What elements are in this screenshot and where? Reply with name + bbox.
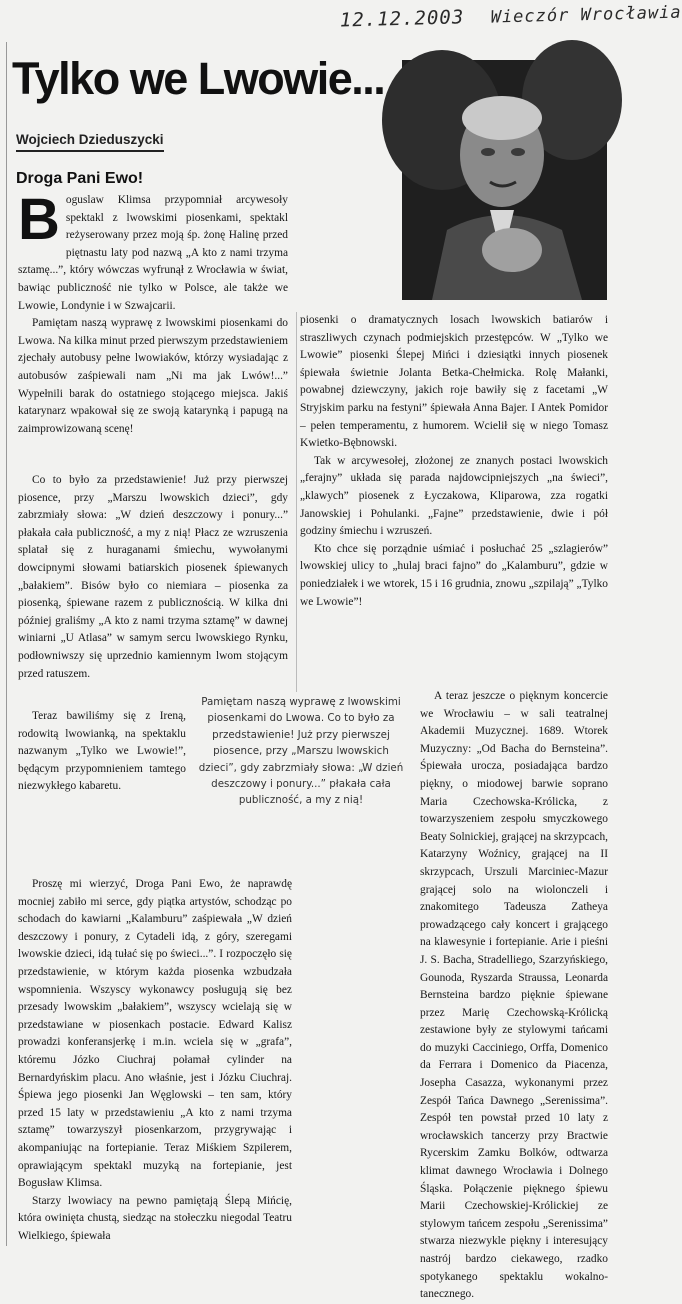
article-column-left-top bbox=[18, 187, 288, 438]
article-column-left-bottom bbox=[18, 876, 292, 1245]
handwritten-note bbox=[339, 2, 682, 43]
article-headline: Tylko we Lwowie... bbox=[12, 53, 385, 104]
article-salutation: Droga Pani Ewo! bbox=[16, 170, 144, 187]
paragraph-7: piosenki o dramatycznych losach lwowskich batiarów i straszliwych czynach podmiejskich przestępców. W „Tylko we Lwowie” piosenki Ślepej Mińci i dziesiątki innych piosenek śpiewała świetnie Jolanta Betka-Chełmicka. Rolę Małanki, powabnej dziewczyny, jakich roje bawiły się z facetami „W Stryjskim parku na festyni” śpiewała Anna Bajer. I Antek Pomidor – pełen temperamentu, z humorem. Wcielił się w niego Tomasz Kwietko-Bębnowski. bbox=[300, 314, 608, 450]
pull-quote: Pamiętam naszą wyprawę z lwowskimi piosenkami do Lwowa. Co to było za przedstawienie! Już przy pierwszej piosence, przy „Marszu lwowskich dzieci”, gdy zabrzmiały słowa: „W dzień deszczowy i ponury...” płakała cała publiczność, a my z nią! bbox=[198, 696, 404, 807]
clipping-date: 12.12.2003 bbox=[339, 6, 465, 32]
paragraph-8: Tak w arcywesołej, złożonej ze znanych postaci lwowskich „ferajny” układa się parada najdowcipniejszych „na świeci”, „klawych” piosenek z Łyczakowa, Kliparowa, zza rogatki Janowskiej i Pohulanki. „Fajne” przedstawienie, dwie i pół godziny śmiechu i wzruszeń. bbox=[300, 454, 608, 538]
article-column-left-mid bbox=[18, 472, 288, 683]
paragraph-9: Kto chce się porządnie uśmiać i posłuchać 25 „szlagierów” lwowskiej ulicy to „hulaj braci fajno” do „Kalamburu”, gdzie w poniedziałek i we wtorek, 15 i 16 grudnia, znowu „szpilają” „Tylko we Lwowie”! bbox=[300, 542, 608, 608]
clipping-source: Wieczór Wrocławia bbox=[490, 2, 682, 28]
paragraph-10: A teraz jeszcze o pięknym koncercie we Wrocławiu – w sali teatralnej Akademii Muzycznej. 1689. Wtorek Muzyczny: „Od Bacha do Bernsteina”. Śpiewała urocza, posiadająca bardzo piękny, o miodowej barwie soprano Maria Czechowska-Królicka, z towarzyszeniem zespołu smyczkowego Beaty Solnickiej, grającej na skrzypcach, Katarzyny Woźnicy, grającej na II skrzypcach, Urszuli Marciniec-Mazur grającej solo na wiolonczeli i znakomitego Tadeusza Zatheya prowadzącego cały koncert i grającego na klawesynie i fortepianie. Arie i pieśni J. S. Bacha, Stradelliego, Szarzyńskiego, Gounoda, Ryszarda Straussa, Leonarda Bernsteina bardzo pięknie śpiewane przez Marię Czechowską-Królicką zestawione były ze stylowymi tańcami do muzyki Cacciniego, Orffa, Domenico da Ferrara i Domenico da Piacenza, Josepha Casazza, wykonanymi przez Zespół Tańca Dawnego „Serenissima”. Zespół ten powstał przed 10 laty z wrocławskich tancerzy przy Bractwie Rycerskim Zamku Bolków, odtwarza klimat dawnego Wrocławia i Dolnego Śląska. Połączenie pięknego śpiewu Marii Czechowskiej-Królickiej ze stylowym tańcem zespołu „Serenissima” stwarza niezwykle piękny i interesujący nastrój bardzo ciekawego, rzadko spotykanego spektaklu wokalno-tanecznego. bbox=[420, 690, 608, 1301]
paragraph-4: Teraz bawiliśmy się z Ireną, rodowitą lwowianką, na spektaklu nazwanym „Tylko we Lwowie!”, będącym przypomnieniem tamtego niezwykłego kabaretu. bbox=[18, 710, 186, 793]
drop-cap: B bbox=[18, 187, 60, 252]
paragraph-2: Pamiętam naszą wyprawę z lwowskimi piosenkami do Lwowa. Na kilka minut przed pierwszym przedstawieniem zjechały autobusy pełne lwowiaków, którzy wysiadając z autobusów zaśpiewali nam „Ni ma jak Lwów!...” Wypełnili barak do ostatniego stojącego miejsca. Jakiś katarynarz wpakował się ze swoją katarynką i papugą na zaimprowizowaną scenę! bbox=[18, 317, 288, 435]
paragraph-6: Starzy lwowiacy na pewno pamiętają Ślepą Mińcię, która owinięta chustą, siedząc na stołeczku niegodal Teatru Wielkiego, śpiewała bbox=[18, 1194, 292, 1242]
article-column-right-mid bbox=[420, 688, 608, 1304]
paragraph-3: Co to było za przedstawienie! Już przy pierwszej piosence, przy „Marszu lwowskich dzieci”, gdy zabrzmiały słowa: „W dzień deszczowy i ponury...” płakała cała publiczność, a my z nią! Płacz ze wzruszenia splatał się z huraganami śmiechu, wywołanymi dowcipnymi słowami batiarskich piosenek śpiewanych „bałakiem”. Bisów było co niemiara – piosenka za piosenką, śpiewane razem z publicznością. W kilka dni później graliśmy „A kto z nami trzyma sztamę” w dawnej winiarni „U Atlasa” w samym sercu lwowskiego Rynku, podłowniwszy się uprzednio kamiennym lwom stojącym przed ratuszem. bbox=[18, 474, 288, 680]
article-column-left-low bbox=[18, 708, 186, 796]
paragraph-5: Proszę mi wierzyć, Droga Pani Ewo, że naprawdę mocniej zabiło mi serce, gdy piątka artystów, schodząc po schodach do kawiarni „Kalamburu” zaśpiewała „W dzień deszczowy i ponury, z Cytadeli idą, z góry, szeregami lwowskie dzieci, idą tułać się po świeci...”. I rozpoczęło się przedstawienie, w którym każda piosenka wzbudzała wspomnienia. Wszyscy wykonawcy posługują się bez przesady lwowskim „bałakiem”, wszyscy wcielają się w przedstawiane w piosenkach postacie. Edward Kalisz prowadzi konferansjerkę i m.in. wciela się w „grafa”, któremu Józko Ciuchraj połamał cylinder na Bernardyńskim placu. Ano właśnie, jest i Józku Ciuchraj. Śpiewa jego piosenki Jan Węglowski – ten sam, który przed 15 laty w przedstawieniu „A kto z nami trzyma sztamę” towarzyszył piosenkarzom, przygrywając i akompaniując na fortepianie. Teraz Miśkiem Szpilerem, oprawiającym spektakl muzyką na fortepianie, jest Bogusław Klimsa. bbox=[18, 878, 292, 1190]
author-photo bbox=[402, 60, 607, 300]
article-column-right-top bbox=[300, 312, 608, 611]
column-divider bbox=[296, 312, 297, 692]
paragraph-1: oguslaw Klimsa przypomniał arcywesoły spektakl z lwowskimi piosenkami, spektakl reżyserowany przez moją śp. żonę Halinę przed piętnastu laty pod nazwą „A kto z nami trzyma sztamę...”, który wówczas wyfrunął z Wrocławia w świat, bawiąc publiczność nie tylko w Polsce, ale także we Lwowie, Londynie i w Szwajcarii. bbox=[18, 194, 288, 312]
article-author: Wojciech Dzieduszycki bbox=[16, 132, 164, 152]
